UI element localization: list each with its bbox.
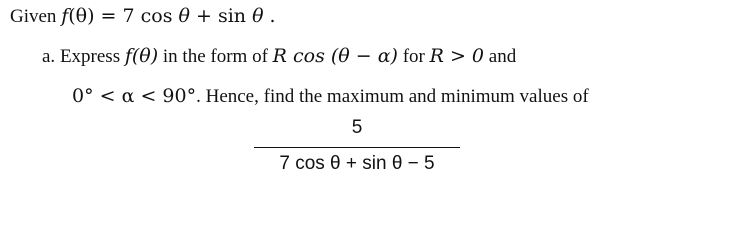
function-symbol: f(θ) (124, 45, 159, 67)
question-part-a-continued (72, 84, 589, 109)
part-text: in the form of (158, 46, 273, 67)
given-prefix: Given (10, 6, 62, 27)
part-text: Express (55, 46, 125, 67)
target-form: R cos (θ − α) (272, 45, 398, 67)
condition-alpha: 0° < α < 90° (72, 85, 197, 107)
fraction-expression (252, 116, 462, 176)
fraction-denominator: 7 cos θ + sin θ − 5 (279, 153, 435, 174)
part-text: for (397, 46, 430, 67)
given-statement (10, 4, 276, 29)
fraction-numerator: 5 (351, 117, 363, 138)
question-part-a (42, 44, 516, 69)
condition-r: R > 0 (429, 45, 485, 67)
part-text: . Hence, find the maximum and minimum values of (196, 86, 589, 107)
given-expression: f(θ) = 7 cos θ + sin θ . (61, 5, 276, 27)
part-text: and (484, 46, 517, 67)
part-marker: a. (42, 46, 56, 67)
